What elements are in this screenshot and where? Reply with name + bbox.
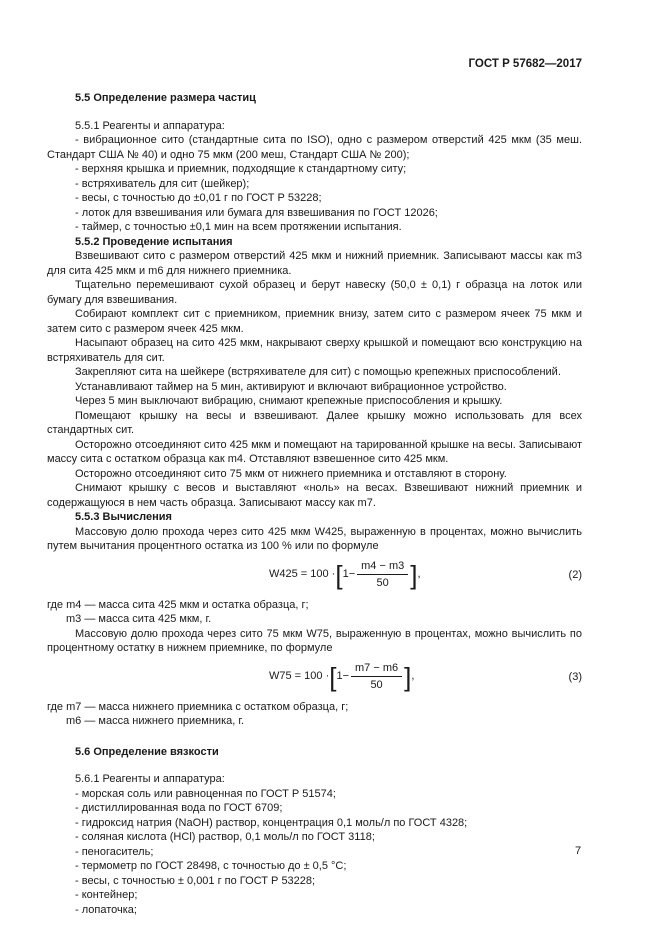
paragraph: Устанавливают таймер на 5 мин, активируют и включают вибрационное устройство. xyxy=(75,380,507,393)
bracket-left: [ xyxy=(329,661,337,692)
list-item: - встряхиватель для сит (шейкер); xyxy=(75,177,250,190)
paragraph: Массовую долю прохода через сито 425 мкм W425, выраженную в процентах, можно вычислить путем вычитания процентного остатка из 100 % или по формуле xyxy=(47,525,582,552)
list-item: - лопаточка; xyxy=(75,903,137,916)
list-item: - таймер, с точностью ±0,1 мин на всем протяжении испытания. xyxy=(75,221,402,233)
fraction-denominator: 50 xyxy=(370,679,383,691)
paragraph: Закрепляют сита на шейкере (встряхивателе для сит) с помощью крепежных приспособлений. xyxy=(75,366,561,378)
fraction xyxy=(351,661,402,693)
paragraph: Насыпают образец на сито 425 мкм, накрывают сверху крышкой и помещают всю конструкцию на встряхиватель для сит. xyxy=(47,337,582,364)
fraction-numerator: m4 − m3 xyxy=(357,559,408,576)
document-body xyxy=(47,91,582,917)
formula-number: (3) xyxy=(568,670,582,683)
where-line: m3 — масса сита 425 мкм, г. xyxy=(66,613,212,625)
list-item: - весы, с точностью до ±0,01 г по ГОСТ Р 53228; xyxy=(75,192,322,204)
paragraph: Осторожно отсоединяют сито 425 мкм и помещают на тарированной крышке на весы. Записывают массу сита с остатком образца как m4. Отставляют взвешенное сито 425 мкм. xyxy=(47,438,582,465)
list-item: - соляная кислота (HCl) раствор, 0,1 моль/л по ГОСТ 3118; xyxy=(75,831,375,843)
bracket-left: [ xyxy=(335,559,343,590)
formula-3: W75 = 100 · [ 1− $\frac{m7 - m6}{50}$ ] , (3) xyxy=(269,661,582,692)
paragraph: Массовую долю прохода через сито 75 мкм W75, выраженную в процентах, можно вычислить по процентному остатку в нижнем приемнике, по формуле xyxy=(47,627,582,654)
paragraph: Помещают крышку на весы и взвешивают. Далее крышку можно использовать для всех стандартных сит. xyxy=(47,409,582,436)
reagents-title-5-6-1: 5.6.1 Реагенты и аппаратура: xyxy=(75,773,225,785)
paragraph: Собирают комплект сит с приемником, приемник внизу, затем сито с размером ячеек 75 мкм и затем сито с размером ячеек 425 мкм. xyxy=(47,308,582,335)
where-line: где m4 — масса сита 425 мкм и остатка образца, г; xyxy=(47,598,309,611)
formula-number: (2) xyxy=(568,568,582,581)
calc-title-5-5-3: 5.5.3 Вычисления xyxy=(75,511,172,523)
fraction xyxy=(357,559,408,591)
where-line: где m7 — масса нижнего приемника с остатком образца, г; xyxy=(47,700,349,713)
list-item: - контейнер; xyxy=(75,889,138,901)
reagents-title-5-5-1: 5.5.1 Реагенты и аппаратура: xyxy=(75,119,225,132)
list-item: - термометр по ГОСТ 28498, с точностью до ± 0,5 °С; xyxy=(75,860,347,872)
list-item: - гидроксид натрия (NaOH) раствор, концентрация 0,1 моль/л по ГОСТ 4328; xyxy=(75,816,468,829)
test-title-5-5-2: 5.5.2 Проведение испытания xyxy=(75,235,233,248)
list-item: - верхняя крышка и приемник, подходящие к стандартному ситу; xyxy=(75,163,407,175)
bracket-right: ] xyxy=(404,661,412,692)
section-5-6-title: 5.6 Определение вязкости xyxy=(75,745,219,758)
list-item: - дистиллированная вода по ГОСТ 6709; xyxy=(75,802,283,814)
where-line: m6 — масса нижнего приемника, г. xyxy=(66,715,245,727)
formula-2: W425 = 100 · [ 1− $\frac{m4 - m3}{50}$ ] , (2) xyxy=(269,559,582,590)
list-item: - пеногаситель; xyxy=(75,845,154,858)
list-item: - вибрационное сито (стандартные сита по ISO), одно с размером отверстий 425 мкм (35 меш. Стандарт США № 40) и одно 75 мкм (200 меш, Стандарт США № 200); xyxy=(47,134,582,161)
list-item: - весы, с точностью ± 0,001 г по ГОСТ Р 53228; xyxy=(75,874,316,887)
fraction-denominator: 50 xyxy=(376,577,389,589)
section-5-5-title: 5.5 Определение размера частиц xyxy=(75,92,256,104)
standard-number-header: ГОСТ Р 57682—2017 xyxy=(468,58,582,70)
paragraph: Через 5 мин выключают вибрацию, снимают крепежные приспособления и крышку. xyxy=(75,395,503,407)
paragraph: Осторожно отсоединяют сито 75 мкм от нижнего приемника и отставляют в сторону. xyxy=(75,467,507,480)
page-number: 7 xyxy=(575,845,582,857)
formula-lhs: W425 = 100 · xyxy=(269,568,336,581)
list-item: - лоток для взвешивания или бумага для взвешивания по ГОСТ 12026; xyxy=(75,206,438,219)
formula-lhs: W75 = 100 · xyxy=(269,670,330,683)
bracket-right: ] xyxy=(410,559,418,590)
paragraph: Тщательно перемешивают сухой образец и берут навеску (50,0 ± 0,1) г образца на лоток или бумагу для взвешивания. xyxy=(47,279,582,306)
paragraph: Снимают крышку с весов и выставляют «ноль» на весах. Взвешивают нижний приемник и содержащуюся в нем часть образца. Записывают массу как m7. xyxy=(47,482,582,509)
fraction-numerator: m7 − m6 xyxy=(351,661,402,678)
list-item: - морская соль или равноценная по ГОСТ Р 51574; xyxy=(75,787,336,800)
paragraph: Взвешивают сито с размером отверстий 425 мкм и нижний приемник. Записывают массы как m3 для сита 425 мкм и m6 для нижнего приемника. xyxy=(47,250,582,277)
